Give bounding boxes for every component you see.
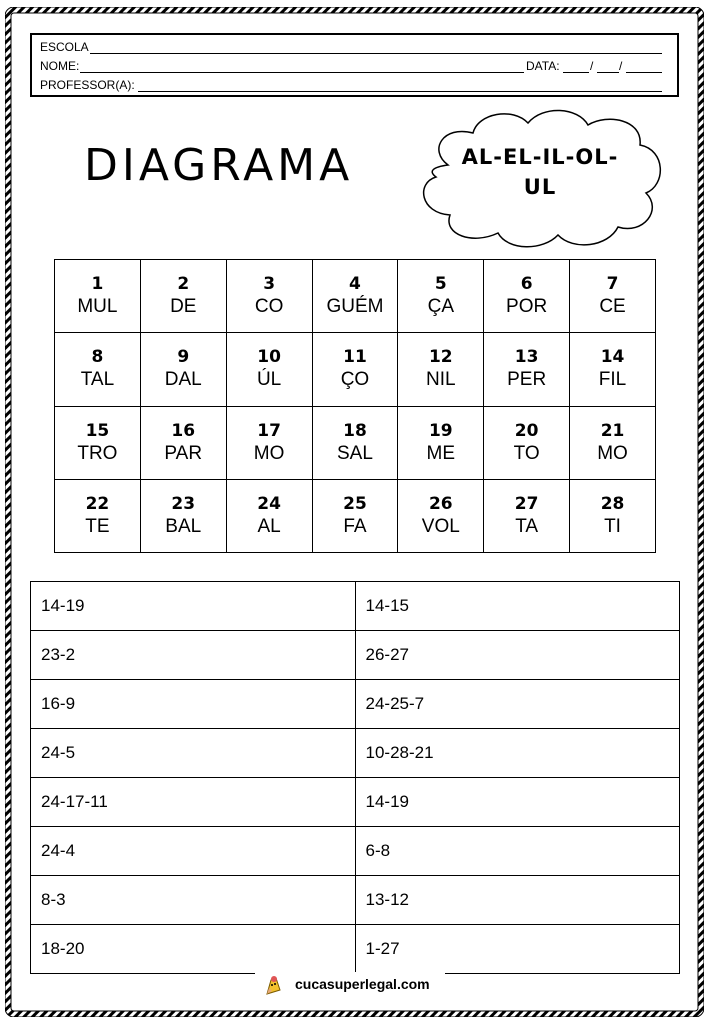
cell-syllable: TO xyxy=(513,442,540,464)
grid-cell xyxy=(55,479,141,552)
answer-cell[interactable]: 24-25-7 xyxy=(355,680,680,729)
answer-row xyxy=(31,631,680,680)
answer-row xyxy=(31,827,680,876)
cell-syllable: TRO xyxy=(77,442,118,464)
cell-syllable: ME xyxy=(426,442,456,464)
teacher-label: PROFESSOR(A): xyxy=(40,78,135,92)
cell-number: 2 xyxy=(177,274,190,295)
grid-cell xyxy=(55,333,141,406)
cell-number: 1 xyxy=(91,274,104,295)
grid-cell xyxy=(398,260,484,333)
cell-number: 4 xyxy=(349,274,361,295)
cell-number: 10 xyxy=(257,347,281,368)
date-day-field[interactable] xyxy=(563,72,589,73)
cell-syllable: BAL xyxy=(165,515,202,537)
grid-cell xyxy=(312,479,398,552)
answer-row xyxy=(31,582,680,631)
answer-cell[interactable]: 16-9 xyxy=(31,680,356,729)
cell-number: 23 xyxy=(171,493,196,514)
date-separator xyxy=(590,59,593,73)
grid-cell xyxy=(312,406,398,479)
cell-number: 16 xyxy=(171,420,196,441)
answer-row xyxy=(31,876,680,925)
cell-syllable: PAR xyxy=(164,442,203,464)
pencil-mascot-icon xyxy=(263,974,285,996)
date-separator-2: / xyxy=(619,59,623,73)
cell-number: 19 xyxy=(428,420,453,441)
cell-number: 20 xyxy=(514,420,539,441)
cell-syllable: POR xyxy=(506,296,548,318)
date-month-field[interactable] xyxy=(597,72,619,73)
cell-syllable: DE xyxy=(170,296,197,318)
answer-cell[interactable]: 13-12 xyxy=(355,876,680,925)
answer-cell[interactable]: 14-19 xyxy=(31,582,356,631)
grid-row xyxy=(55,479,656,552)
cell-number: 18 xyxy=(343,420,367,441)
cell-syllable: GUÉM xyxy=(326,296,384,318)
cloud-line-2: UL xyxy=(523,175,557,199)
cell-syllable: MO xyxy=(253,442,285,464)
cell-number: 17 xyxy=(257,420,281,441)
answer-row xyxy=(31,925,680,974)
cell-syllable: MO xyxy=(597,442,628,464)
cell-syllable: PER xyxy=(507,369,547,391)
answer-cell[interactable]: 14-15 xyxy=(355,582,680,631)
answer-row xyxy=(31,729,680,778)
cell-syllable: ÚL xyxy=(256,369,282,391)
cell-number: 25 xyxy=(343,493,367,514)
cell-number: 13 xyxy=(514,347,539,368)
site-link[interactable]: cucasuperlegal.com xyxy=(295,976,430,992)
grid-cell xyxy=(398,406,484,479)
grid-cell xyxy=(570,406,656,479)
answer-cell[interactable]: 24-5 xyxy=(31,729,356,778)
grid-cell xyxy=(55,406,141,479)
grid-cell xyxy=(226,479,312,552)
answer-table xyxy=(30,581,680,974)
grid-cell xyxy=(140,333,226,406)
cell-syllable: MUL xyxy=(77,296,118,318)
answer-row xyxy=(31,680,680,729)
answer-cell[interactable]: 6-8 xyxy=(355,827,680,876)
cell-number: 27 xyxy=(514,493,539,514)
grid-row xyxy=(55,406,656,479)
grid-cell xyxy=(570,260,656,333)
answer-cell[interactable]: 26-27 xyxy=(355,631,680,680)
date-separator xyxy=(619,59,622,73)
grid-cell xyxy=(226,333,312,406)
cell-number: 22 xyxy=(85,493,110,514)
cell-syllable: DAL xyxy=(164,369,202,391)
cell-number: 9 xyxy=(177,347,190,368)
footer xyxy=(255,972,445,996)
answer-cell[interactable]: 24-17-11 xyxy=(31,778,356,827)
grid-cell xyxy=(226,406,312,479)
teacher-line xyxy=(40,78,135,92)
grid-cell xyxy=(570,333,656,406)
cell-number: 21 xyxy=(600,420,625,441)
school-line xyxy=(40,40,89,54)
cell-syllable: CO xyxy=(254,296,284,318)
cell-number: 12 xyxy=(428,347,453,368)
grid-cell xyxy=(140,260,226,333)
cell-syllable: AL xyxy=(257,515,281,537)
date-line xyxy=(526,59,560,73)
cell-number: 5 xyxy=(434,274,447,295)
name-field[interactable] xyxy=(80,72,524,73)
grid-cell xyxy=(312,333,398,406)
cell-number: 3 xyxy=(263,274,276,295)
cell-syllable: FA xyxy=(343,515,367,537)
teacher-field[interactable] xyxy=(138,91,662,92)
header-box xyxy=(30,33,679,97)
cell-number: 8 xyxy=(91,347,104,368)
grid-cell xyxy=(484,406,570,479)
cloud-line-1: AL-EL-IL-OL- xyxy=(461,145,619,169)
grid-cell xyxy=(570,479,656,552)
date-separator-1: / xyxy=(590,59,594,73)
grid-cell xyxy=(484,479,570,552)
school-field[interactable] xyxy=(90,53,662,54)
cell-syllable: TI xyxy=(604,515,621,537)
grid-cell xyxy=(140,479,226,552)
name-label: NOME: xyxy=(40,59,80,73)
cell-syllable: FIL xyxy=(598,369,627,391)
cell-number: 28 xyxy=(600,493,625,514)
answer-cell[interactable]: 24-4 xyxy=(31,827,356,876)
cell-syllable: NIL xyxy=(426,369,456,391)
grid-row xyxy=(55,333,656,406)
cell-syllable: VOL xyxy=(421,515,460,537)
grid-cell xyxy=(398,479,484,552)
cell-syllable: SAL xyxy=(336,442,373,464)
grid-cell xyxy=(55,260,141,333)
grid-cell xyxy=(226,260,312,333)
cloud-label xyxy=(440,142,640,202)
cell-syllable: ÇO xyxy=(340,369,370,391)
cell-number: 7 xyxy=(606,274,619,295)
cell-number: 14 xyxy=(600,347,625,368)
cell-syllable: ÇA xyxy=(427,296,454,318)
answer-cell[interactable]: 1-27 xyxy=(355,925,680,974)
grid-row xyxy=(55,260,656,333)
cell-number: 15 xyxy=(85,420,110,441)
grid-cell xyxy=(140,406,226,479)
answer-cell[interactable]: 10-28-21 xyxy=(355,729,680,778)
cell-number: 24 xyxy=(257,493,281,514)
grid-cell xyxy=(484,333,570,406)
cell-syllable: TE xyxy=(85,515,110,537)
grid-cell xyxy=(484,260,570,333)
cell-syllable: TA xyxy=(515,515,539,537)
school-label: ESCOLA xyxy=(40,40,89,54)
grid-cell xyxy=(398,333,484,406)
answer-cell[interactable]: 18-20 xyxy=(31,925,356,974)
date-label: DATA: xyxy=(526,59,560,73)
page-title: DIAGRAMA xyxy=(84,140,354,191)
cell-number: 26 xyxy=(428,493,453,514)
answer-cell[interactable]: 8-3 xyxy=(31,876,356,925)
answer-cell[interactable]: 14-19 xyxy=(355,778,680,827)
cell-syllable: CE xyxy=(599,296,626,318)
grid-cell xyxy=(312,260,398,333)
name-line xyxy=(40,59,79,73)
answer-cell[interactable]: 23-2 xyxy=(31,631,356,680)
answer-row xyxy=(31,778,680,827)
syllable-grid xyxy=(54,259,656,553)
cell-syllable: TAL xyxy=(80,369,115,391)
date-year-field[interactable] xyxy=(626,72,662,73)
cell-number: 11 xyxy=(343,347,367,368)
cell-number: 6 xyxy=(520,274,533,295)
